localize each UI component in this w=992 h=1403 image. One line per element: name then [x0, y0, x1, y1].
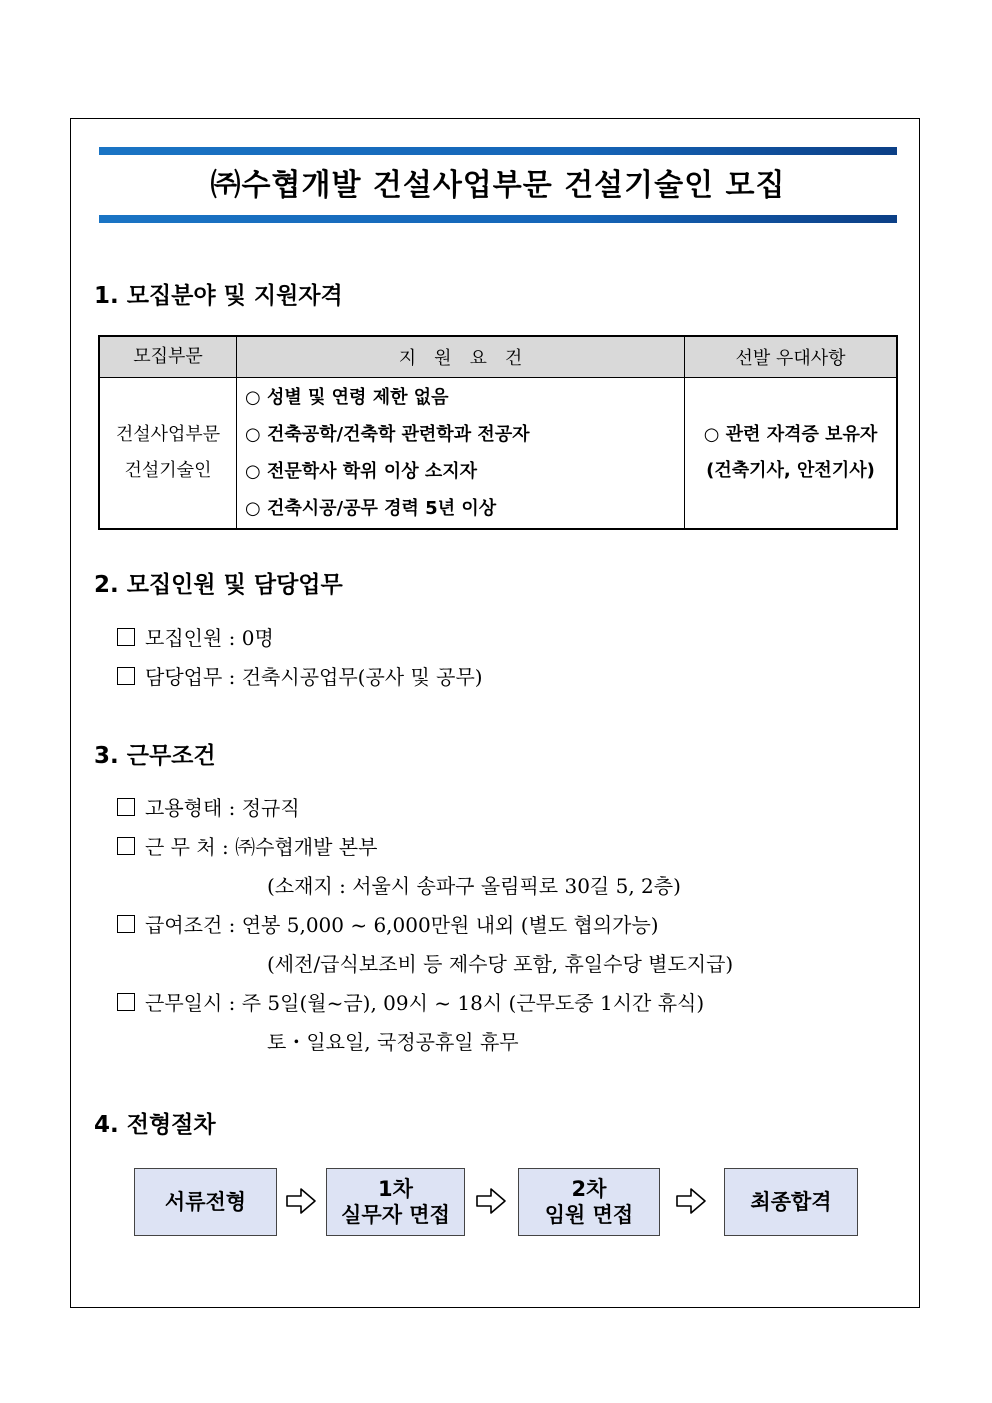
requirement-item: ○ 성별 및 연령 제한 없음 — [245, 387, 449, 408]
recruit-duty-value: 건축시공업무(공사 및 공무) — [241, 665, 483, 689]
work-hours-label: 근무일시 : — [145, 991, 242, 1015]
checkbox-icon — [117, 837, 135, 855]
preference-line-1: ○ 관련 자격증 보유자 — [703, 424, 878, 445]
employment-type — [117, 792, 300, 821]
employment-type-value: 정규직 — [241, 796, 300, 820]
header-dept: 모집부문 — [99, 336, 237, 378]
dept-line-1: 건설사업부문 — [115, 424, 221, 445]
section-heading-3: 3. 근무조건 — [94, 743, 216, 769]
checkbox-icon — [117, 993, 135, 1011]
workplace-address: (소재지 : 서울시 송파구 올림픽로 30길 5, 2층) — [267, 874, 681, 898]
employment-type-label: 고용형태 : — [145, 796, 242, 820]
process-step-2 — [326, 1168, 465, 1236]
recruit-count-value: 0명 — [241, 626, 274, 650]
recruit-duty-label: 담당업무 : — [145, 665, 242, 689]
dept-cell — [99, 378, 237, 530]
salary — [117, 909, 659, 938]
title-bar-top — [99, 147, 897, 155]
process-step-1-label: 서류전형 — [164, 1190, 247, 1214]
header-preference: 선발 우대사항 — [685, 336, 898, 378]
arrow-right-icon — [674, 1184, 708, 1218]
recruit-count — [117, 622, 274, 651]
checkbox-icon — [117, 667, 135, 685]
section-heading-2: 2. 모집인원 및 담당업무 — [94, 572, 343, 598]
work-hours-note: 토・일요일, 국정공휴일 휴무 — [267, 1030, 519, 1054]
checkbox-icon — [117, 915, 135, 933]
dept-line-2: 건설기술인 — [124, 460, 212, 481]
work-hours — [117, 987, 704, 1016]
process-step-2-label: 실무자 면접 — [341, 1203, 450, 1227]
process-step-3-label: 임원 면접 — [544, 1203, 634, 1227]
page-title: ㈜수협개발 건설사업부문 건설기술인 모집 — [210, 168, 786, 203]
salary-label: 급여조건 : — [145, 913, 242, 937]
preference-cell — [685, 378, 898, 530]
process-step-1 — [134, 1168, 277, 1236]
requirement-item: ○ 건축공학/건축학 관련학과 전공자 — [245, 424, 530, 445]
checkbox-icon — [117, 628, 135, 646]
process-step-3-title: 2차 — [571, 1177, 607, 1201]
workplace-value: ㈜수협개발 본부 — [235, 835, 378, 859]
section-heading-1: 1. 모집분야 및 지원자격 — [94, 283, 343, 309]
salary-note: (세전/급식보조비 등 제수당 포함, 휴일수당 별도지급) — [267, 952, 734, 976]
salary-value: 연봉 5,000 ~ 6,000만원 내외 (별도 협의가능) — [241, 913, 659, 937]
workplace-label: 근 무 처 : — [145, 835, 236, 859]
arrow-right-icon — [474, 1184, 508, 1218]
requirement-item: ○ 전문학사 학위 이상 소지자 — [245, 461, 478, 482]
workplace — [117, 831, 377, 860]
work-hours-value: 주 5일(월~금), 09시 ~ 18시 (근무도중 1시간 휴식) — [241, 991, 705, 1015]
process-step-4 — [724, 1168, 858, 1236]
arrow-right-icon — [284, 1184, 318, 1218]
process-step-4-label: 최종합격 — [750, 1190, 832, 1214]
process-step-3 — [518, 1168, 660, 1236]
checkbox-icon — [117, 798, 135, 816]
requirements-cell — [237, 378, 685, 530]
process-step-2-title: 1차 — [378, 1177, 413, 1201]
title-bar-bottom — [99, 215, 897, 223]
table-header-row — [99, 336, 897, 378]
recruit-duty — [117, 661, 483, 690]
recruit-count-label: 모집인원 : — [145, 626, 242, 650]
requirement-item: ○ 건축시공/공무 경력 5년 이상 — [245, 498, 497, 519]
header-requirements: 지 원 요 건 — [237, 336, 685, 378]
section-heading-4: 4. 전형절차 — [94, 1112, 216, 1138]
table-row — [99, 378, 897, 530]
requirements-table — [98, 335, 898, 530]
preference-line-2: (건축기사, 안전기사) — [706, 460, 875, 481]
